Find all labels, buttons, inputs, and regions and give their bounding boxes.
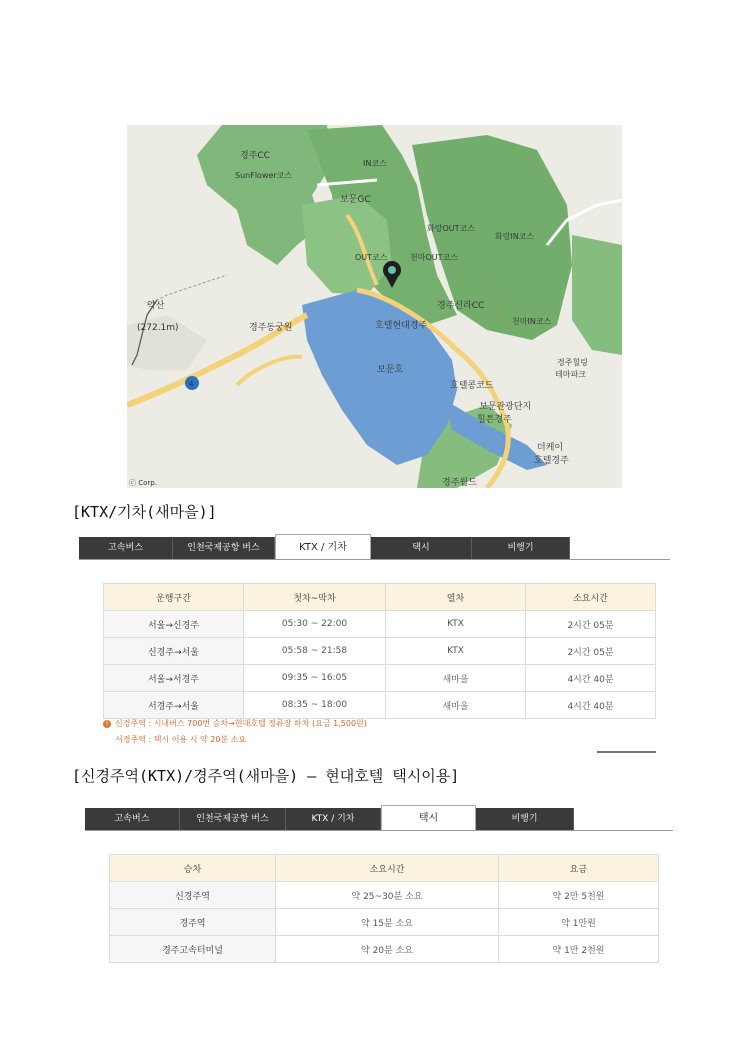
table-header-row bbox=[110, 855, 659, 882]
svg-text:경주월드: 경주월드 bbox=[442, 478, 477, 488]
header-duration: 소요시간 bbox=[276, 855, 499, 882]
table-row bbox=[104, 692, 656, 719]
svg-text:경주동궁원: 경주동궁원 bbox=[249, 323, 293, 333]
svg-text:4: 4 bbox=[189, 380, 194, 388]
svg-text:호텔경주: 호텔경주 bbox=[534, 456, 569, 466]
svg-text:천마OUT코스: 천마OUT코스 bbox=[410, 253, 458, 262]
svg-text:천마IN코스: 천마IN코스 bbox=[512, 317, 552, 326]
header-train: 열차 bbox=[386, 584, 526, 611]
svg-text:테마파크: 테마파크 bbox=[555, 370, 586, 379]
svg-text:보문GC: 보문GC bbox=[340, 195, 371, 205]
ktx-schedule-table bbox=[103, 583, 656, 719]
cell-duration: 2시간 05분 bbox=[526, 638, 656, 665]
tab-airport-bus[interactable]: 인천국제공항 버스 bbox=[173, 537, 275, 559]
table-row bbox=[110, 936, 659, 963]
svg-text:보문관광단지: 보문관광단지 bbox=[479, 402, 532, 412]
note-seogyeongju: 서경주역 : 택시 이용 시 약 20분 소요 bbox=[115, 735, 247, 744]
tab-taxi[interactable]: 택시 bbox=[371, 537, 472, 559]
cell-route: 서울→신경주 bbox=[104, 611, 244, 638]
table-row bbox=[104, 665, 656, 692]
cell-train: KTX bbox=[386, 611, 526, 638]
svg-text:IN코스: IN코스 bbox=[363, 159, 387, 168]
info-dot-icon: ! bbox=[103, 720, 111, 728]
cell-train: 새마을 bbox=[386, 692, 526, 719]
svg-text:화랑OUT코스: 화랑OUT코스 bbox=[427, 224, 475, 233]
svg-text:경주신라CC: 경주신라CC bbox=[437, 301, 485, 311]
cell-duration: 4시간 40분 bbox=[526, 692, 656, 719]
cell-duration: 약 20분 소요 bbox=[276, 936, 499, 963]
cell-route: 신경주→서울 bbox=[104, 638, 244, 665]
cell-time: 08:35 ~ 18:00 bbox=[244, 692, 386, 719]
cell-fare: 약 1만 2천원 bbox=[499, 936, 659, 963]
cell-fare: 약 2만 5천원 bbox=[499, 882, 659, 909]
tab-airport-bus[interactable]: 인천국제공항 버스 bbox=[180, 808, 286, 830]
svg-text:경주CC: 경주CC bbox=[240, 151, 270, 161]
note-singyeongju: ! 신경주역 : 시내버스 700번 승차→현대호텔 정류장 하차 (요금 1,500원) bbox=[103, 716, 367, 732]
transport-tabs bbox=[79, 537, 570, 559]
tab-airplane[interactable]: 비행기 bbox=[472, 537, 570, 559]
cell-boarding: 경주고속터미널 bbox=[110, 936, 276, 963]
cell-boarding: 경주역 bbox=[110, 909, 276, 936]
tab-ktx-train[interactable]: KTX / 기차 bbox=[275, 534, 371, 559]
cell-time: 05:30 ~ 22:00 bbox=[244, 611, 386, 638]
section-divider bbox=[597, 751, 656, 753]
tab-airplane[interactable]: 비행기 bbox=[476, 808, 574, 830]
tab-underline-2 bbox=[85, 830, 673, 831]
section-heading-ktx: [KTX/기차(새마을)] bbox=[72, 503, 217, 521]
cell-time: 09:35 ~ 16:05 bbox=[244, 665, 386, 692]
svg-text:경주힐링: 경주힐링 bbox=[557, 358, 588, 367]
cell-train: KTX bbox=[386, 638, 526, 665]
svg-text:호텔콩코드: 호텔콩코드 bbox=[450, 381, 494, 391]
header-fare: 요금 bbox=[499, 855, 659, 882]
svg-text:화랑IN코스: 화랑IN코스 bbox=[495, 232, 535, 241]
svg-text:OUT코스: OUT코스 bbox=[355, 253, 388, 262]
svg-text:ⓒ Corp.: ⓒ Corp. bbox=[129, 479, 157, 487]
svg-text:약산: 약산 bbox=[147, 301, 165, 311]
table-header-row bbox=[104, 584, 656, 611]
svg-text:호텔현대경주: 호텔현대경주 bbox=[375, 321, 428, 331]
tab-express-bus[interactable]: 고속버스 bbox=[79, 537, 173, 559]
tab-ktx-train[interactable]: KTX / 기차 bbox=[286, 808, 381, 830]
cell-duration: 약 25~30분 소요 bbox=[276, 882, 499, 909]
cell-train: 새마을 bbox=[386, 665, 526, 692]
transport-tabs-2 bbox=[85, 808, 574, 830]
tab-underline bbox=[79, 559, 670, 560]
cell-duration: 4시간 40분 bbox=[526, 665, 656, 692]
svg-text:힐튼경주: 힐튼경주 bbox=[477, 415, 512, 425]
cell-duration: 2시간 05분 bbox=[526, 611, 656, 638]
tab-taxi[interactable]: 택시 bbox=[381, 805, 476, 830]
cell-time: 05:58 ~ 21:58 bbox=[244, 638, 386, 665]
section-heading-taxi: [신경주역(KTX)/경주역(새마을) – 현대호텔 택시이용] bbox=[72, 767, 460, 785]
location-map[interactable] bbox=[127, 125, 622, 488]
cell-duration: 약 15분 소요 bbox=[276, 909, 499, 936]
taxi-fare-table bbox=[109, 854, 659, 963]
cell-route: 서울→서경주 bbox=[104, 665, 244, 692]
svg-text:(272.1m): (272.1m) bbox=[137, 323, 179, 333]
cell-boarding: 신경주역 bbox=[110, 882, 276, 909]
svg-text:SunFlower코스: SunFlower코스 bbox=[235, 171, 293, 180]
table-row bbox=[104, 611, 656, 638]
header-first-last: 첫차~막차 bbox=[244, 584, 386, 611]
table-row bbox=[104, 638, 656, 665]
header-boarding: 승차 bbox=[110, 855, 276, 882]
table-row bbox=[110, 909, 659, 936]
header-route: 운행구간 bbox=[104, 584, 244, 611]
header-duration: 소요시간 bbox=[526, 584, 656, 611]
cell-route: 서경주→서울 bbox=[104, 692, 244, 719]
cell-fare: 약 1만원 bbox=[499, 909, 659, 936]
tab-express-bus[interactable]: 고속버스 bbox=[85, 808, 180, 830]
svg-text:보문호: 보문호 bbox=[377, 365, 404, 375]
table-row bbox=[110, 882, 659, 909]
transfer-notes bbox=[103, 716, 367, 748]
svg-text:더케이: 더케이 bbox=[537, 443, 564, 453]
